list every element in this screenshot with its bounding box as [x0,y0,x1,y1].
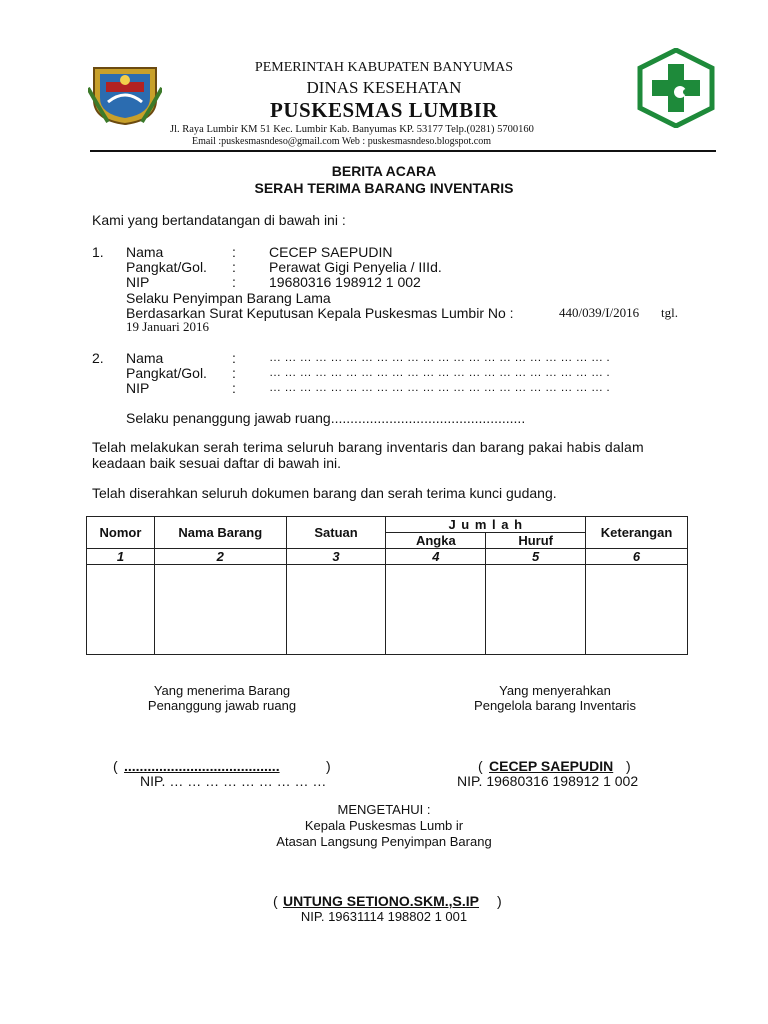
party1-nip-colon: : [232,274,236,290]
approval-nip: NIP. 19631114 198802 1 001 [300,909,468,924]
signature-right-title: Yang menyerahkan [499,683,611,698]
party2-name-colon: : [232,350,236,366]
col-number-5: 5 [486,549,586,565]
signature-left-nip: NIP. … … … … … … … … … [140,773,327,789]
col-subheader-digits: Angka [386,533,486,549]
party2-rank-label: Pangkat/Gol. [126,365,207,381]
col-number-3: 3 [286,549,386,565]
col-number-2: 2 [154,549,286,565]
table-cell [154,565,286,655]
party2-name-label: Nama [126,350,164,366]
approval-name: UNTUNG SETIONO.SKM.,S.IP [283,893,480,909]
signature-left-name: ........................................ [124,758,280,774]
approval-paren-close: ) [497,893,502,909]
table-row [87,565,688,655]
party1-decree-tgl: tgl. [661,305,678,320]
party2-nip-blank: … … … … … … … … … … … … … … … … … … … … … … . [269,380,610,394]
party1-rank-value: Perawat Gigi Penyelia / IIId. [269,259,442,275]
party2-rank-blank: … … … … … … … … … … … … … … … … … … … … … … . [269,365,610,379]
party1-name-label: Nama [126,244,164,260]
col-header-number: Nomor [87,517,155,549]
col-number-1: 1 [87,549,155,565]
header-department: DINAS KESEHATAN [306,78,462,97]
intro-text: Kami yang bertandatangan di bawah ini : [92,212,346,228]
approval-paren-open: ( [273,893,278,909]
col-header-item-name: Nama Barang [154,517,286,549]
party1-nip-value: 19680316 198912 1 002 [269,274,421,290]
table-cell [286,565,386,655]
signature-right-name: CECEP SAEPUDIN [489,758,614,774]
header-divider [90,150,716,152]
signature-left-title: Yang menerima Barang [153,683,291,698]
table-cell [486,565,586,655]
party1-number: 1. [92,244,104,260]
signature-right-subtitle: Pengelola barang Inventaris [474,698,636,713]
table-cell [586,565,688,655]
header-institution: PUSKESMAS LUMBIR [270,98,498,122]
signature-left-paren-open: ( [113,758,118,774]
paragraph-documents: Telah diserahkan seluruh dokumen barang dan serah terima kunci gudang. [92,485,557,501]
party2-rank-colon: : [232,365,236,381]
table-cell [87,565,155,655]
col-number-6: 6 [586,549,688,565]
approval-heading: MENGETAHUI : [337,802,431,817]
party1-name-value: CECEP SAEPUDIN [269,244,393,260]
col-header-remarks: Keterangan [586,517,688,549]
col-number-4: 4 [386,549,486,565]
signature-right-nip: NIP. 19680316 198912 1 002 [457,773,639,789]
header-email: Email :puskesmasndeso@gmail.com Web : puskesmasndeso.blogspot.com [192,136,492,147]
party2-role: Selaku penanggung jawab ruang.................................................. [126,410,526,426]
header-government: PEMERINTAH KABUPATEN BANYUMAS [254,60,514,75]
table-cell [386,565,486,655]
party1-nip-label: NIP [126,274,150,290]
health-cross-icon [636,48,716,128]
party1-decree-no: 440/039/I/2016 [559,305,640,320]
party1-decree-date: 19 Januari 2016 [126,319,210,334]
approval-role: Atasan Langsung Penyimpan Barang [276,834,492,849]
document-title: BERITA ACARA [331,163,437,179]
signature-left-subtitle: Penanggung jawab ruang [147,698,297,713]
signature-right-paren-open: ( [478,758,483,774]
party1-rank-colon: : [232,259,236,275]
party2-nip-label: NIP [126,380,150,396]
table-row [87,549,688,565]
col-header-unit: Satuan [286,517,386,549]
party1-decree: Berdasarkan Surat Keputusan Kepala Puskesmas Lumbir No : [126,305,514,321]
party2-number: 2. [92,350,104,366]
party2-name-blank: … … … … … … … … … … … … … … … … … … … … … … . [269,350,610,364]
signature-right-paren-close: ) [626,758,631,774]
header-address: Jl. Raya Lumbir KM 51 Kec. Lumbir Kab. Banyumas KP. 53177 Telp.(0281) 5700160 [170,124,534,135]
col-subheader-words: Huruf [486,533,586,549]
inventory-table [86,516,688,655]
party1-rank-label: Pangkat/Gol. [126,259,207,275]
party2-nip-colon: : [232,380,236,396]
paragraph-handover-cont: keadaan baik sesuai daftar di bawah ini. [92,455,342,471]
party1-role: Selaku Penyimpan Barang Lama [126,290,331,306]
document-subtitle: SERAH TERIMA BARANG INVENTARIS [254,180,514,196]
col-header-quantity: J u m l a h [386,517,586,533]
party1-name-colon: : [232,244,236,260]
approval-position: Kepala Puskesmas Lumb ir [304,818,464,833]
paragraph-handover: Telah melakukan serah terima seluruh barang inventaris dan barang pakai habis dalam [92,439,644,455]
signature-left-paren-close: ) [326,758,331,774]
